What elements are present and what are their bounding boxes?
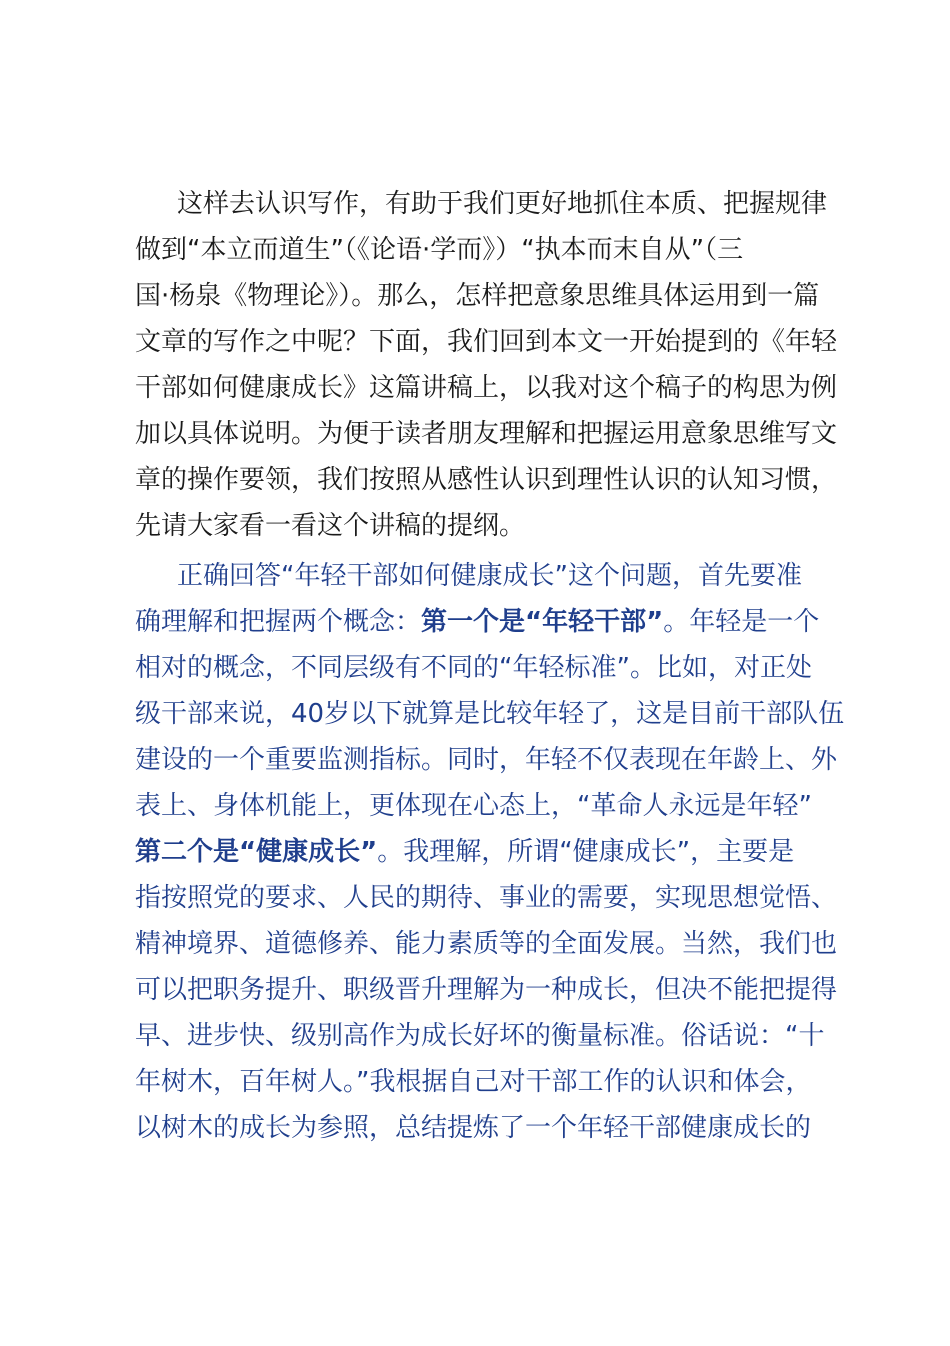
paragraph-2-line-6: 表上、身体机能上，更体现在心态上，“革命人永远是年轻” bbox=[135, 791, 812, 821]
paragraph-1-line-3: 国·杨泉《物理论》）。那么，怎样把意象思维具体运用到一篇 bbox=[135, 281, 820, 311]
concept-1-heading: 第一个是“年轻干部” bbox=[421, 607, 664, 637]
paragraph-2-line-1: 正确回答“年轻干部如何健康成长”这个问题，首先要准 bbox=[177, 561, 802, 591]
paragraph-2-line-13: 以树木的成长为参照，总结提炼了一个年轻干部健康成长的 bbox=[135, 1113, 812, 1143]
concept-intro-text: 确理解和把握两个概念： bbox=[135, 607, 422, 637]
paragraph-1-line-8: 先请大家看一看这个讲稿的提纲。 bbox=[135, 511, 526, 541]
paragraph-1-line-2: 做到“本立而道生”（《论语·学而》）“执本而末自从”（三 bbox=[135, 235, 744, 265]
paragraph-1-line-4: 文章的写作之中呢？下面，我们回到本文一开始提到的《年轻 bbox=[135, 327, 838, 357]
paragraph-2-line-7 bbox=[135, 829, 865, 875]
concept-2-text: 。我理解，所谓“健康成长”，主要是 bbox=[377, 837, 795, 867]
paragraph-2-line-4: 级干部来说，40岁以下就算是比较年轻了，这是目前干部队伍 bbox=[135, 699, 845, 729]
paragraph-2-line-11: 早、进步快、级别高作为成长好坏的衡量标准。俗话说：“十 bbox=[135, 1021, 825, 1051]
paragraph-2-line-3: 相对的概念，不同层级有不同的“年轻标准”。比如，对正处 bbox=[135, 653, 812, 683]
paragraph-2-line-9: 精神境界、道德修养、能力素质等的全面发展。当然，我们也 bbox=[135, 929, 838, 959]
paragraph-1-line-6: 加以具体说明。为便于读者朋友理解和把握运用意象思维写文 bbox=[135, 419, 838, 449]
paragraph-2-line-2 bbox=[135, 599, 865, 645]
concept-2-heading: 第二个是“健康成长” bbox=[135, 837, 378, 867]
paragraph-2-line-12: 年树木，百年树人。”我根据自己对干部工作的认识和体会， bbox=[135, 1067, 812, 1097]
paragraph-2-line-10: 可以把职务提升、职级晋升理解为一种成长，但决不能把提得 bbox=[135, 975, 838, 1005]
paragraph-2-line-5: 建设的一个重要监测指标。同时，年轻不仅表现在年龄上、外 bbox=[135, 745, 838, 775]
paragraph-1-line-5: 干部如何健康成长》这篇讲稿上，以我对这个稿子的构思为例 bbox=[135, 373, 838, 403]
paragraph-1-line-7: 章的操作要领，我们按照从感性认识到理性认识的认知习惯， bbox=[135, 465, 838, 495]
concept-1-text: 。年轻是一个 bbox=[663, 607, 820, 637]
paragraph-1-line-1: 这样去认识写作，有助于我们更好地抓住本质、把握规律 bbox=[177, 189, 828, 219]
paragraph-2-line-8: 指按照党的要求、人民的期待、事业的需要，实现思想觉悟、 bbox=[135, 883, 838, 913]
